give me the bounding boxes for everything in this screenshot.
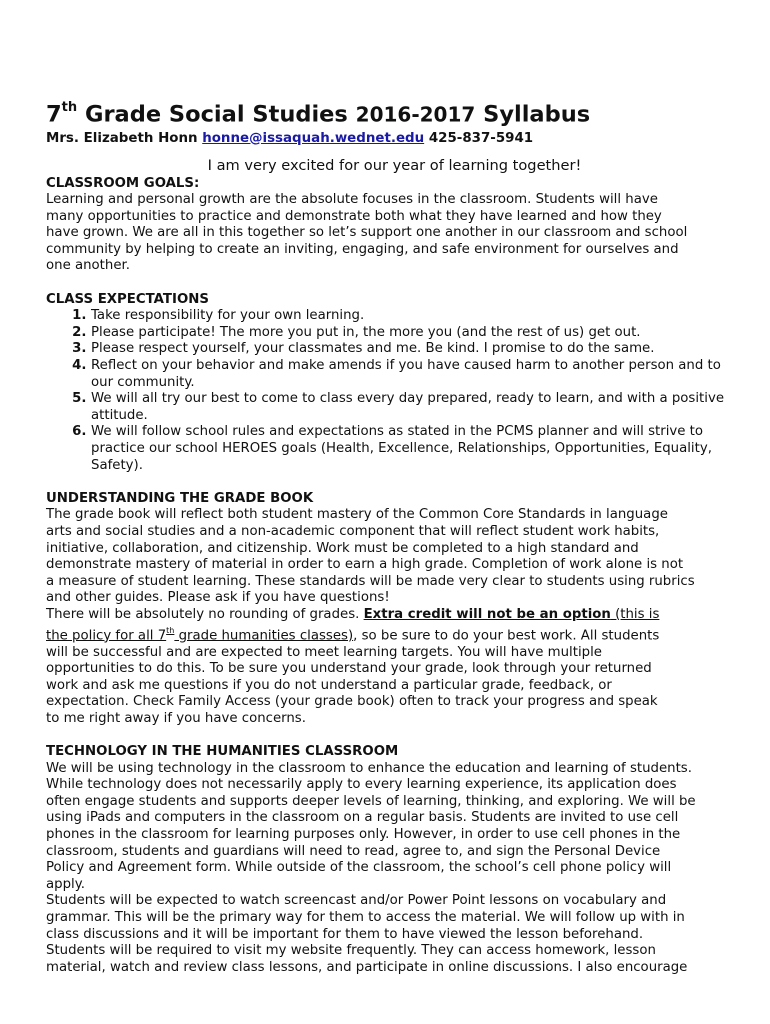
teacher-name: Mrs. Elizabeth Honn	[46, 130, 203, 146]
text-line: classroom, students and guardians will need to read, agree to, and sign the Personal Device	[46, 843, 661, 859]
text-line: often engage students and supports deeper levels of learning, thinking, and exploring. We will be	[46, 793, 696, 809]
text-line: a measure of student learning. These standards will be made very clear to students using rubrics	[46, 573, 695, 589]
title-superscript: th	[61, 100, 78, 115]
phone-number: 425-837-5941	[424, 130, 534, 146]
text-line: Students will be expected to watch screencast and/or Power Point lessons on vocabulary and	[46, 893, 667, 909]
text-line: demonstrate mastery of material in order to earn a high grade. Completion of work alone is not	[46, 557, 684, 573]
expectation-item: 4. Reflect on your behavior and make amends if you have caused harm to another person and to our community.	[91, 358, 726, 391]
technology-heading: TECHNOLOGY IN THE HUMANITIES CLASSROOM	[46, 744, 399, 760]
policy-note-a: (this is	[610, 606, 660, 622]
rounding-text: There will be absolutely no rounding of grades.	[46, 606, 364, 622]
text-line: expectation. Check Family Access (your grade book) often to track your progress and speak	[46, 694, 658, 710]
text-line: Learning and personal growth are the absolute focuses in the classroom. Students will have	[46, 192, 658, 208]
text-line: opportunities to do this. To be sure you understand your grade, look through your returned	[46, 661, 652, 677]
rounding-post: , so be sure to do your best work. All students	[353, 627, 660, 643]
text-line: grammar. This will be the primary way for them to access the material. We will follow up with in	[46, 910, 685, 926]
gradebook-body	[46, 507, 726, 607]
text-line: many opportunities to practice and demonstrate both what they have learned and how they	[46, 208, 662, 224]
technology-body	[46, 761, 726, 977]
text-line: While technology does not necessarily apply to every learning experience, its application does	[46, 777, 677, 793]
text-line: phones in the classroom for learning purposes only. However, in order to use cell phones in the	[46, 827, 681, 843]
expectations-list	[46, 308, 726, 474]
text-line: community by helping to create an inviting, engaging, and safe environment for ourselves and	[46, 241, 679, 257]
text-line: will be successful and are expected to meet learning targets. You will have multiple	[46, 644, 602, 660]
text-line: using iPads and computers in the classroom on a regular basis. Students are invited to use cell	[46, 810, 679, 826]
text-line: class discussions and it will be important for them to have viewed the lesson beforehand.	[46, 926, 644, 942]
rounding-line	[46, 607, 726, 624]
intro-line: I am very excited for our year of learning together!	[207, 156, 582, 174]
syllabus-page	[46, 96, 726, 976]
gradebook-body-2	[46, 645, 726, 728]
teacher-contact	[46, 129, 726, 149]
expectation-item: 3. Please respect yourself, your classmates and me. Be kind. I promise to do the same.	[91, 341, 726, 358]
expectations-heading: CLASS EXPECTATIONS	[46, 291, 209, 307]
policy-note-b: the policy for all 7	[46, 627, 167, 643]
text-line: material, watch and review class lessons, and participate in online discussions. I also encourage	[46, 959, 688, 975]
policy-note-c: grade humanities classes)	[174, 627, 354, 643]
text-line: We will be using technology in the classroom to enhance the education and learning of students.	[46, 760, 692, 776]
extra-credit-notice: Extra credit will not be an option	[363, 606, 611, 622]
text-line: work and ask me questions if you do not understand a particular grade, feedback, or	[46, 677, 612, 693]
gradebook-heading: UNDERSTANDING THE GRADE BOOK	[46, 490, 314, 506]
expectation-item: 2. Please participate! The more you put in, the more you (and the rest of us) get out.	[91, 325, 726, 342]
policy-line	[46, 624, 726, 645]
policy-superscript: th	[166, 625, 175, 635]
expectation-item: 6. We will follow school rules and expectations as stated in the PCMS planner and will strive to practice our school HEROES goals (Health, Excellence, Relationships, Opportunities, Equality, Safety).	[91, 424, 726, 474]
text-line: initiative, collaboration, and citizenship. Work must be completed to a high standard and	[46, 540, 639, 556]
title-tail: Syllabus	[475, 101, 591, 128]
text-line: apply.	[46, 876, 85, 892]
goals-body	[46, 192, 726, 275]
title-grade-number: 7	[46, 101, 62, 128]
text-line: and other guides. Please ask if you have questions!	[46, 590, 390, 606]
text-line: one another.	[46, 258, 130, 274]
text-line: Students will be required to visit my website frequently. They can access homework, lesson	[46, 943, 656, 959]
page-title	[46, 96, 726, 129]
goals-heading: CLASSROOM GOALS:	[46, 175, 200, 191]
title-year: 2016-2017	[355, 102, 476, 127]
text-line: to me right away if you have concerns.	[46, 710, 306, 726]
text-line: The grade book will reflect both student mastery of the Common Core Standards in language	[46, 507, 668, 523]
text-line: have grown. We are all in this together so let’s support one another in our classroom and school	[46, 225, 688, 241]
email-link[interactable]: honne@issaquah.wednet.edu	[202, 130, 425, 146]
text-line: arts and social studies and a non-academic component that will reflect student work habits,	[46, 523, 660, 539]
title-text: Grade Social Studies	[77, 101, 356, 128]
text-line: Policy and Agreement form. While outside of the classroom, the school’s cell phone policy will	[46, 860, 672, 876]
expectation-item: 5. We will all try our best to come to class every day prepared, ready to learn, and with a positive attitude.	[91, 391, 726, 424]
expectation-item: 1. Take responsibility for your own learning.	[91, 308, 726, 325]
